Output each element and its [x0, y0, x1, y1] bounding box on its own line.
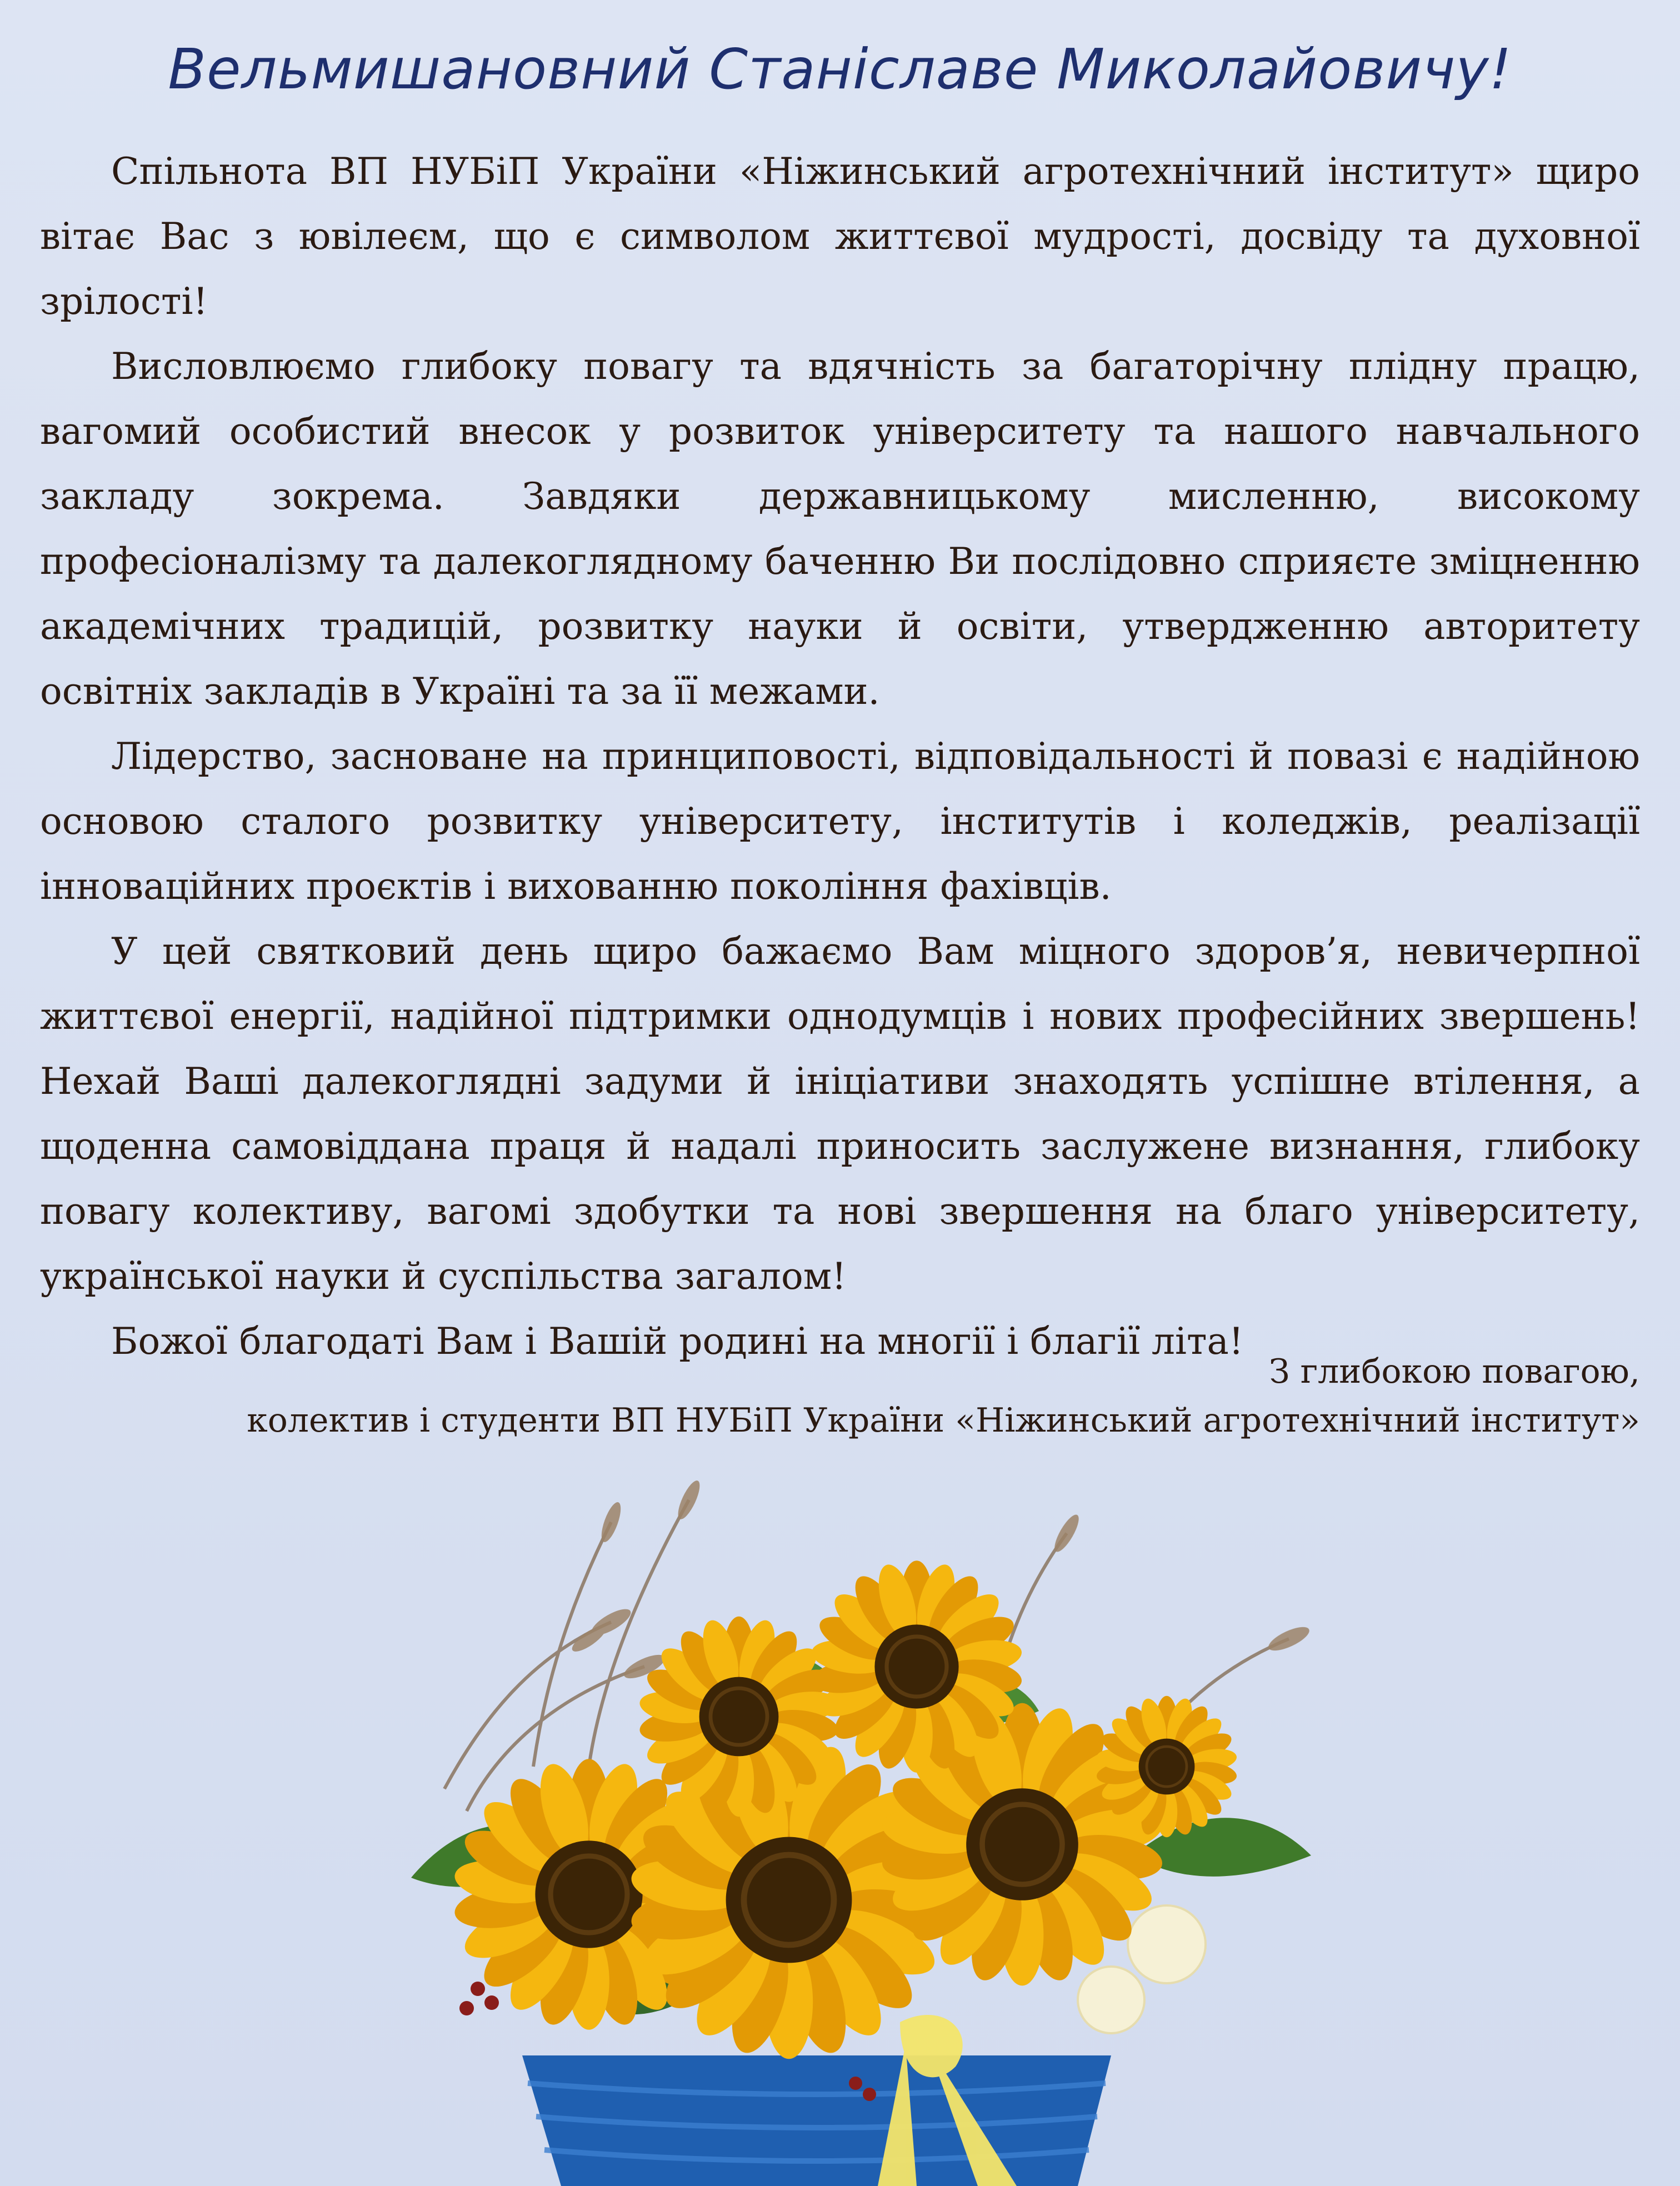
- signature-block: [40, 1347, 1640, 1445]
- signature-sender: колектив і студенти ВП НУБіП України «Ніжинський агротехнічний інститут»: [247, 1401, 1640, 1440]
- letter-paragraph: Висловлюємо глибоку повагу та вдячність за багаторічну плідну працю, вагомий особистий внесок у розвиток університету та нашого навчального закладу зокрема. Завдяки державницькому мисленню, високому професіоналізму та далекоглядному баченню Ви послідовно сприяєте зміцненню академічних традицій, розвитку науки й освіти, утвердженню авторитету освітніх закладів в Україні та за її межами.: [40, 345, 1640, 713]
- greeting-title: Вельмишановний Станіславе Миколайовичу!: [168, 37, 1512, 102]
- letter-paragraph: У цей святковий день щиро бажаємо Вам міцного здоров’я, невичерпної життєвої енергії, надійної підтримки однодумців і нових професійних звершень! Нехай Ваші далекоглядні задуми й ініціативи знаходять успішне втілення, а щоденна самовіддана праця й надалі приносить заслужене визнання, глибоку повагу колективу, вагомі здобутки та нові звершення на благо університету, української науки й суспільства загалом!: [40, 930, 1640, 1298]
- letter-body: [40, 139, 1640, 1374]
- sunflower-bouquet-icon: [300, 1455, 1333, 2186]
- letter-paragraph: Спільнота ВП НУБіП України «Ніжинський агротехнічний інститут» щиро вітає Вас з ювілеєм, що є символом життєвої мудрості, досвіду та духовної зрілості!: [40, 150, 1640, 323]
- signature-salutation: З глибокою повагою,: [1269, 1352, 1640, 1391]
- letter-paragraph: Лідерство, засноване на принциповості, відповідальності й повазі є надійною основою сталого розвитку університету, інститутів і коледжів, реалізації інноваційних проєктів і вихованню покоління фахівців.: [40, 735, 1640, 908]
- knitted-basket-icon: [522, 2055, 1111, 2186]
- letter-paragraph: Божої благодаті Вам і Вашій родині на многії і благії літа!: [111, 1320, 1244, 1363]
